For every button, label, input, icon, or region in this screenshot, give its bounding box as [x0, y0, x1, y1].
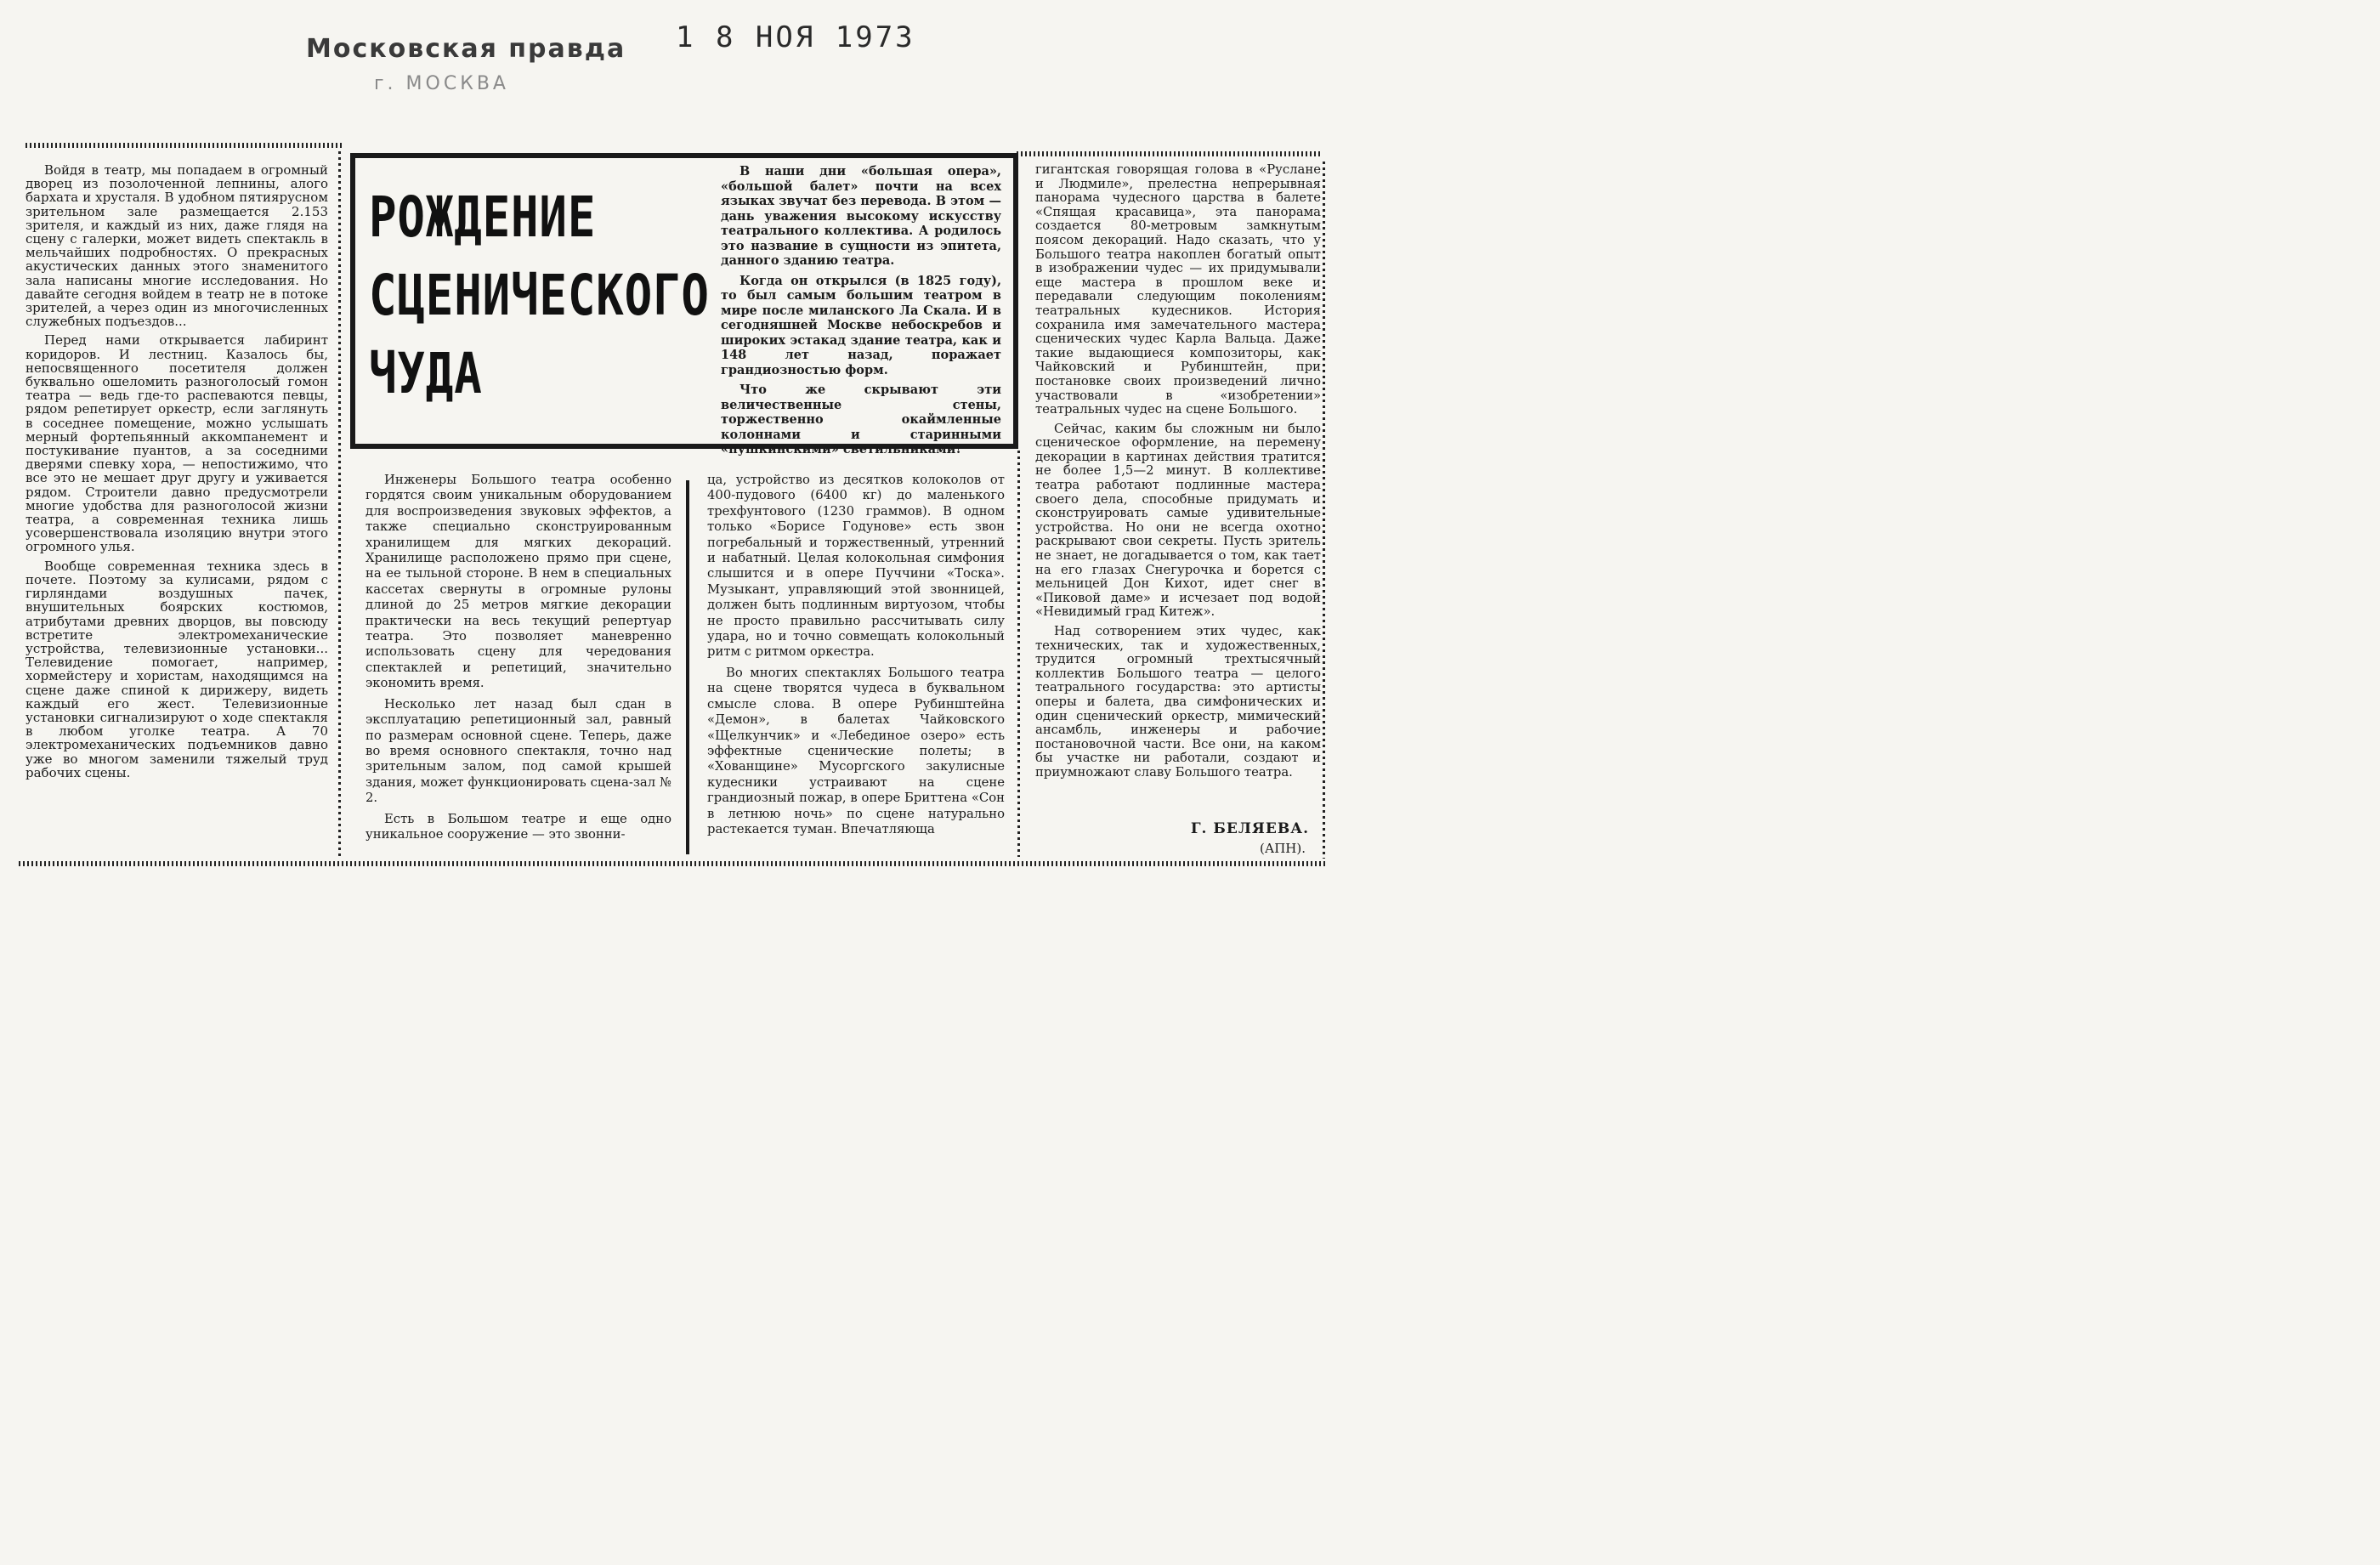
paragraph: Сейчас, каким бы сложным ни было сценическое оформление, на перемену декорации в картинах действия тратится не более 1,5—2 минут. В коллективе театра работают подлинные мастера своего дела, способные придумать и сконструировать самые удивительные устройства. Но они не всегда охотно раскрывают свои секреты. Пусть зритель не знает, не догадывается о том, как тает на его глазах Снегурочка и борется с мельницей Дон Кихот, идет снег в «Пиковой даме» и исчезает под водой «Невидимый град Китеж». [1035, 421, 1321, 620]
top-rule-left [26, 143, 342, 148]
date-stamp: 1 8 НОЯ 1973 [676, 20, 915, 54]
paragraph: ца, устройство из десятков колоколов от 400-пудового (6400 кг) до маленького трехфунтового (1230 граммов). В одном только «Борисе Годунове» есть звон погребальный и торжественный, утренний и набатный. Целая колокольная симфония слышится и в опере Пуччини «Тоска». Музыкант, управляющий этой звонницей, должен быть подлинным виртуозом, чтобы не просто правильно рассчитывать силу удара, но и точно совмещать колокольный ритм с ритмом оркестра. [707, 473, 1005, 660]
author-signature: Г. БЕЛЯЕВА. [1190, 820, 1309, 837]
article-column-2 [366, 473, 672, 848]
city-stamp: г. МОСКВА [374, 73, 509, 94]
paragraph: Войдя в театр, мы попадаем в огромный дворец из позолоченной лепнины, алого бархата и хрусталя. В удобном пятиярусном зрительном зале размещается 2.153 зрителя, и каждый из них, даже глядя на сцену с галерки, может видеть спектакль в мельчайших подробностях. О прекрасных акустических данных этого знаменитого зала написаны многие исследования. Но давайте сегодня войдем в театр не в потоке зрителей, а через один из многочисленных служебных подъездов... [26, 162, 328, 330]
lead-paragraph: Что же скрывают эти величественные стены, торжественно окаймленные колоннами и старинными «пушкинскими» светильниками! [721, 383, 1001, 456]
paragraph: Над сотворением этих чудес, как технических, так и художественных, трудится огромный трехтысячный коллектив Большого театра — целого театрального государства: это артисты оперы и балета, два симфонических и один сценический оркестр, мимический ансамбль, инженеры и рабочие постановочной части. Все они, на каком бы участке ни работали, создают и приумножают славу Большого театра. [1035, 624, 1321, 780]
headline: РОЖДЕНИЕ СЦЕНИЧЕСКОГО ЧУДА [369, 184, 710, 406]
column-divider [686, 480, 689, 854]
column-divider [338, 151, 341, 857]
paragraph: Инженеры Большого театра особенно гордятся своим уникальным оборудованием для воспроизведения звуковых эффектов, а также специально сконструированным хранилищем для мягких декораций. Хранилище расположено прямо при сцене, на ее тыльной стороне. В нем в специальных кассетах свернуты в огромные рулоны длиной до 25 метров мягкие декорации практически на весь текущий репертуар театра. Это позволяет маневренно использовать сцену для чередования спектаклей и репетиций, значительно экономить время. [366, 473, 672, 691]
paragraph: Есть в Большом театре и еще одно уникальное сооружение — это звонни- [366, 811, 672, 842]
lead-paragraphs [721, 164, 1001, 462]
lead-paragraph: В наши дни «большая опера», «большой балет» почти на всех языках звучат без перевода. В этом — дань уважения высокому искусству театрального коллектива. А родилось это название в сущности из эпитета, данного зданию театра. [721, 164, 1001, 268]
paragraph: гигантская говорящая голова в «Руслане и Людмиле», прелестна непрерывная панорама чудесного царства в балете «Спящая красавица», эта панорама создается 80-метровым замкнутым поясом декораций. Надо сказать, что у Большого театра накоплен богатый опыт в изображении чудес — их придумывали еще мастера в прошлом веке и передавали следующим поколениям театральных кудесников. История сохранила имя замечательного мастера сценических чудес Карла Вальца. Даже такие выдающиеся композиторы, как Чайковский и Рубинштейн, при постановке своих произведений лично участвовали в «изобретении» театральных чудес на сцене Большого. [1035, 162, 1321, 417]
paragraph: Вообще современная техника здесь в почете. Поэтому за кулисами, рядом с гирляндами воздушных пачек, внушительных боярских костюмов, атрибутами древних дворцов, вы повсюду встретите электромеханические устройства, телевизионные установки... Телевидение помогает, например, хормейстеру и хористам, находящимся на сцене даже спиной к дирижеру, видеть каждый его жест. Телевизионные установки сигнализируют о ходе спектакля в любом уголке театра. А 70 электромеханических подъемников давно уже во многом заменили тяжелый труд рабочих сцены. [26, 558, 328, 780]
top-rule-right [1017, 151, 1323, 156]
lead-paragraph: Когда он открылся (в 1825 году), то был самым большим театром в мире после миланского Ла Скала. И в сегодняшней Москве небоскребов и широких эстакад здание театра, как и 148 лет назад, поражает грандиозностью форм. [721, 273, 1001, 377]
article-column-4 [1035, 163, 1321, 785]
paragraph: Несколько лет назад был сдан в эксплуатацию репетиционный зал, равный по размерам основной сцене. Теперь, даже во время основного спектакля, точно над зрительным залом, под самой крышей здания, может функционировать сцена-зал № 2. [366, 696, 672, 806]
article-column-1 [26, 163, 328, 785]
column-divider [1323, 162, 1325, 859]
article-column-3 [707, 473, 1005, 842]
column-divider [1017, 451, 1020, 857]
paragraph: Перед нами открывается лабиринт коридоров. И лестниц. Казалось бы, непосвященного посетителя должен буквально ошеломить разноголосый гомон театра — ведь где-то распеваются певцы, рядом репетирует оркестр, если заглянуть в соседнее помещение, можно услышать мерный фортепьянный аккомпанемент и постукивание пуантов, а за соседними дверями спевку хора, — непостижимо, что все это не мешает друг другу и уживается рядом. Строители давно предусмотрели многие удобства для разноголосой жизни театра, а современная техника лишь усовершенствовала изоляцию внутри этого огромного улья. [26, 332, 328, 555]
paragraph: Во многих спектаклях Большого театра на сцене творятся чудеса в буквальном смысле слова. В опере Рубинштейна «Демон», в балетах Чайковского «Щелкунчик» и «Лебединое озеро» есть эффектные сценические полеты; в «Хованщине» Мусоргского закулисные кудесники устраивают на сцене грандиозный пожар, в опере Бриттена «Сон в летнюю ночь» по сцене натурально растекается туман. Впечатляюща [707, 665, 1005, 836]
newspaper-stamp: Московская правда [306, 34, 626, 64]
agency-credit: (АПН). [1260, 841, 1306, 856]
bottom-rule [19, 861, 1328, 866]
